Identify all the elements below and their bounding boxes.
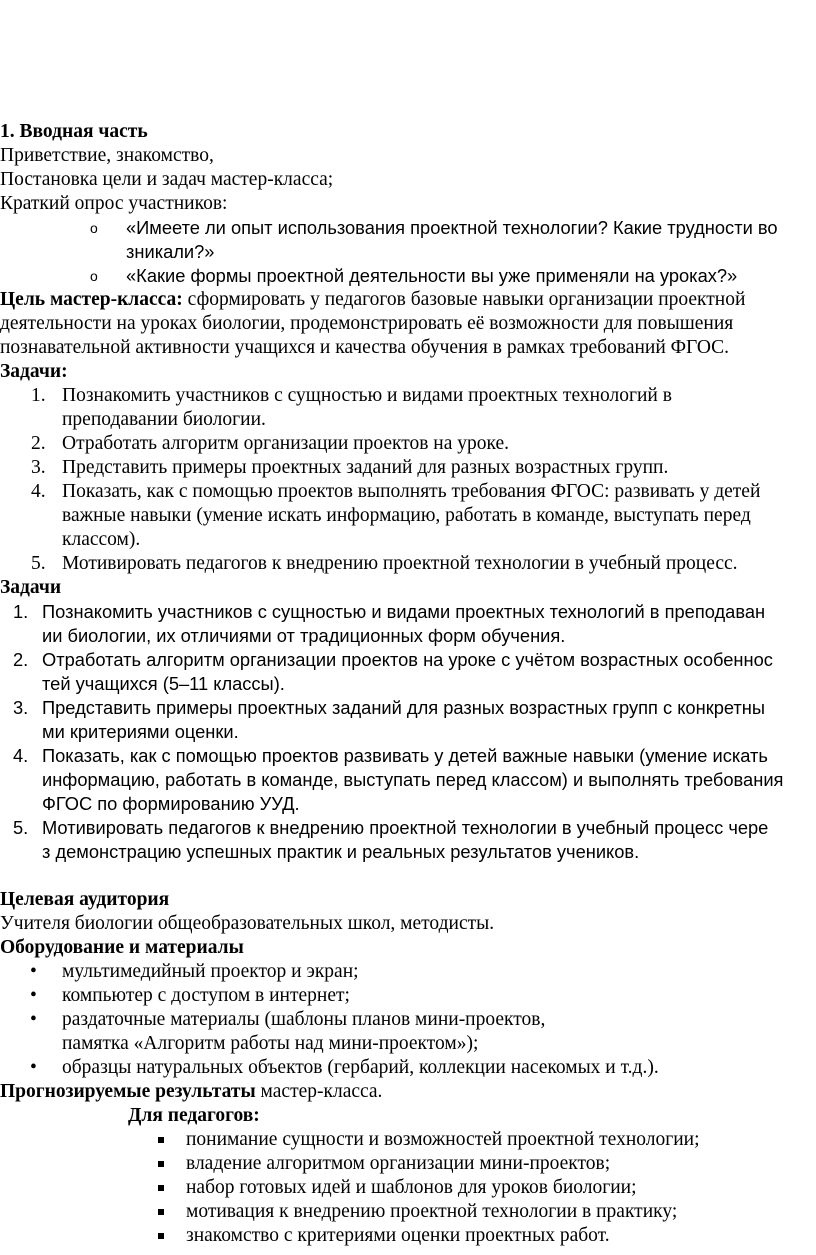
task-number: 4. xyxy=(13,745,29,766)
task-item xyxy=(0,816,816,840)
equipment-item xyxy=(0,984,816,1008)
result-text: владение алгоритмом организации мини-проектов; xyxy=(186,1153,611,1174)
task-item-continuation xyxy=(0,624,816,648)
equipment-text: мультимедийный проектор и экран; xyxy=(62,961,359,982)
result-item xyxy=(0,1128,816,1152)
audience-heading: Целевая аудитория xyxy=(0,889,170,910)
intro-line: Краткий опрос участников: xyxy=(0,193,228,214)
equipment-text: компьютер с доступом в интернет; xyxy=(62,985,350,1006)
task-number: 2. xyxy=(13,649,29,670)
task-item-continuation xyxy=(0,768,816,792)
task-text: Отработать алгоритм организации проектов на уроке с учётом возрастных особеннос xyxy=(42,649,773,670)
task-item-continuation xyxy=(0,672,816,696)
survey-item-continuation: зникали?» xyxy=(126,241,215,262)
square-bullet-icon xyxy=(158,1233,164,1239)
task-number: 5. xyxy=(31,553,46,574)
square-bullet-icon xyxy=(158,1185,164,1191)
task-text: ии биологии, их отличиями от традиционных форм обучения. xyxy=(42,625,566,646)
task-text: Мотивировать педагогов к внедрению проектной технологии в учебный процесс. xyxy=(62,553,738,574)
equipment-heading: Оборудование и материалы xyxy=(0,937,244,958)
task-item xyxy=(0,432,816,456)
intro-line: Постановка цели и задач мастер-класса; xyxy=(0,169,334,190)
tasks-list-alt xyxy=(0,600,816,864)
task-item-continuation xyxy=(0,840,816,864)
task-text: классом). xyxy=(62,529,141,550)
task-text: преподавании биологии. xyxy=(62,409,266,430)
task-text: Мотивировать педагогов к внедрению проектной технологии в учебный процесс чере xyxy=(42,817,769,838)
goal-label: Цель мастер-класса: xyxy=(0,289,183,310)
result-item xyxy=(0,1200,816,1224)
task-item-continuation xyxy=(0,792,816,816)
task-text: тей учащихся (5–11 классы). xyxy=(42,673,285,694)
result-text: знакомство с критериями оценки проектных работ. xyxy=(186,1225,610,1246)
equipment-item xyxy=(0,960,816,984)
tasks-heading: Задачи: xyxy=(0,361,68,382)
task-text: Познакомить участников с сущностью и видами проектных технологий в преподаван xyxy=(42,601,766,622)
result-item xyxy=(0,1224,816,1248)
task-item xyxy=(0,696,816,720)
equipment-text: образцы натуральных объектов (гербарий, коллекции насекомых и т.д.). xyxy=(62,1057,659,1078)
goal-paragraph: Цель мастер-класса: сформировать у педагогов базовые навыки организации проектной xyxy=(0,289,746,310)
task-item xyxy=(0,480,816,504)
goal-line: деятельности на уроках биологии, продемонстрировать её возможности для повышения xyxy=(0,313,734,334)
task-text: Познакомить участников с сущностью и видами проектных технологий в xyxy=(62,385,672,406)
equipment-item xyxy=(0,1056,816,1080)
task-item-continuation xyxy=(0,408,816,432)
task-text: Показать, как с помощью проектов развивать у детей важные навыки (умение искать xyxy=(42,745,768,766)
task-number: 2. xyxy=(31,433,46,454)
results-heading-row: Прогнозируемые результаты мастер-класса. xyxy=(0,1081,383,1102)
bullet-dot-icon: • xyxy=(30,1057,37,1078)
task-text: з демонстрацию успешных практик и реальных результатов учеников. xyxy=(42,841,640,862)
result-text: набор готовых идей и шаблонов для уроков биологии; xyxy=(186,1177,637,1198)
task-number: 4. xyxy=(31,481,46,502)
square-bullet-icon xyxy=(158,1137,164,1143)
task-text: Представить примеры проектных заданий для разных возрастных групп с конкретны xyxy=(42,697,766,718)
task-text: информацию, работать в команде, выступать перед классом) и выполнять требования xyxy=(42,769,784,790)
task-number: 1. xyxy=(31,385,46,406)
task-item xyxy=(0,384,816,408)
circle-bullet-icon: o xyxy=(90,268,98,284)
tasks-list xyxy=(0,384,816,576)
task-item-continuation xyxy=(0,528,816,552)
bullet-dot-icon: • xyxy=(30,1009,37,1030)
task-number: 3. xyxy=(31,457,46,478)
intro-line: Приветствие, знакомство, xyxy=(0,145,214,166)
result-item xyxy=(0,1176,816,1200)
circle-bullet-icon: o xyxy=(90,220,98,236)
task-item xyxy=(0,552,816,576)
result-text: понимание сущности и возможностей проектной технологии; xyxy=(186,1129,700,1150)
equipment-item xyxy=(0,1008,816,1032)
intro-heading: 1. Вводная часть xyxy=(0,121,148,142)
results-heading: Прогнозируемые результаты xyxy=(0,1081,256,1102)
survey-item: o «Какие формы проектной деятельности вы уже применяли на уроках?» xyxy=(90,265,738,286)
goal-line: познавательной активности учащихся и качества обучения в рамках требований ФГОС. xyxy=(0,337,730,358)
bullet-dot-icon: • xyxy=(30,961,37,982)
task-text: Показать, как с помощью проектов выполнять требования ФГОС: развивать у детей xyxy=(62,481,761,502)
task-number: 1. xyxy=(13,601,29,622)
task-text: Отработать алгоритм организации проектов на уроке. xyxy=(62,433,510,454)
task-item xyxy=(0,600,816,624)
audience-text: Учителя биологии общеобразовательных школ, методисты. xyxy=(0,913,495,934)
task-text: важные навыки (умение искать информацию, работать в команде, выступать перед xyxy=(62,505,751,526)
survey-item: o «Имеете ли опыт использования проектной технологии? Какие трудности во xyxy=(90,217,778,238)
task-item-continuation xyxy=(0,720,816,744)
equipment-text: раздаточные материалы (шаблоны планов мини-проектов, xyxy=(62,1009,546,1030)
task-item xyxy=(0,456,816,480)
result-text: мотивация к внедрению проектной технологии в практику; xyxy=(186,1201,678,1222)
square-bullet-icon xyxy=(158,1161,164,1167)
square-bullet-icon xyxy=(158,1209,164,1215)
task-number: 3. xyxy=(13,697,29,718)
result-item xyxy=(0,1152,816,1176)
task-item xyxy=(0,744,816,768)
results-list xyxy=(0,1128,816,1248)
task-text: Представить примеры проектных заданий для разных возрастных групп. xyxy=(62,457,669,478)
document-page xyxy=(0,120,816,1248)
task-number: 5. xyxy=(13,817,29,838)
task-item xyxy=(0,648,816,672)
task-item-continuation xyxy=(0,504,816,528)
equipment-text: памятка «Алгоритм работы над мини-проектом»); xyxy=(62,1033,479,1054)
tasks-heading-alt: Задачи xyxy=(0,577,62,598)
equipment-item-continuation xyxy=(0,1032,816,1056)
equipment-list xyxy=(0,960,816,1080)
task-text: ФГОС по формированию УУД. xyxy=(42,793,300,814)
task-text: ми критериями оценки. xyxy=(42,721,239,742)
bullet-dot-icon: • xyxy=(30,985,37,1006)
results-subheading: Для педагогов: xyxy=(128,1105,260,1126)
